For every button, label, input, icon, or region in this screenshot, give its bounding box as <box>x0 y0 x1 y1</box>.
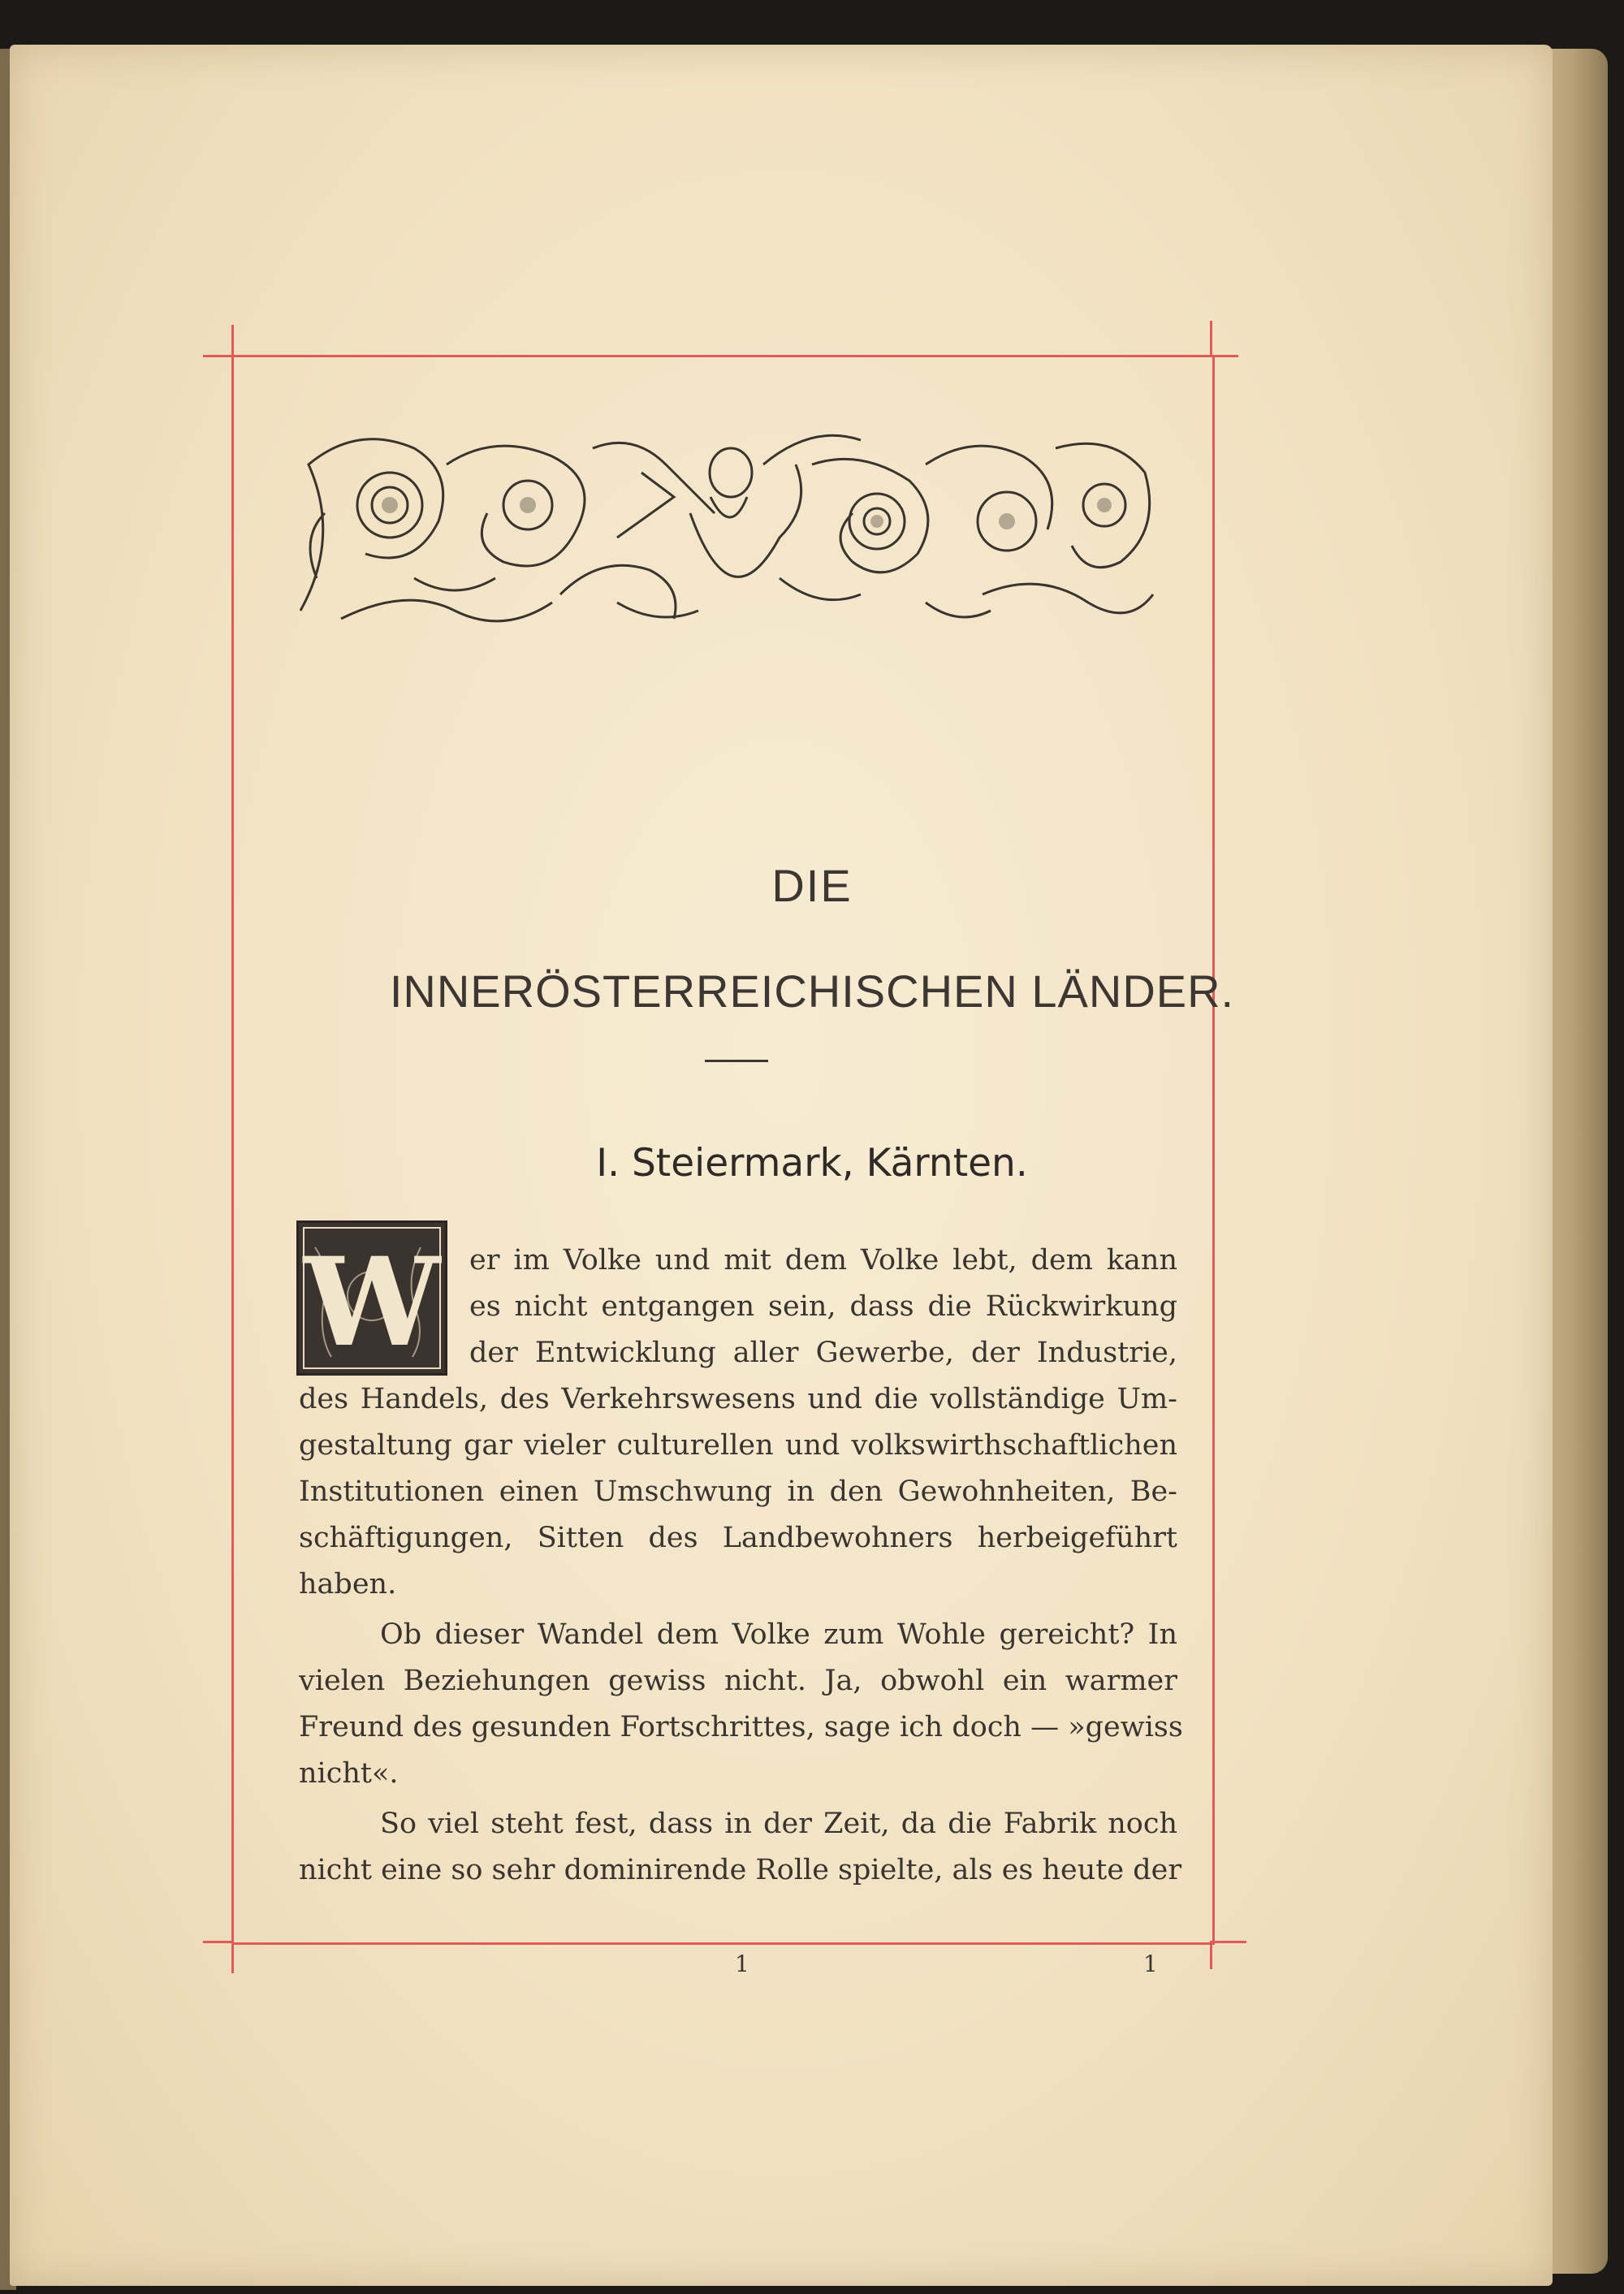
text-line: es nicht entgangen sein, dass die Rückwirkung <box>469 1290 1177 1323</box>
text-line: Ob dieser Wandel dem Volke zum Wohle gereicht? In <box>380 1618 1177 1651</box>
text-line: So viel steht fest, dass in der Zeit, da die Fabrik noch <box>380 1808 1177 1840</box>
frame-tick <box>231 1941 234 1973</box>
text-line: Institutionen einen Umschwung in den Gewohnheiten, Be- <box>299 1475 1177 1508</box>
frame-tick <box>1210 355 1238 357</box>
text-line: haben. <box>299 1568 397 1601</box>
frame-tick <box>1210 321 1212 355</box>
page-number-right: 1 <box>1143 1951 1158 1977</box>
page-number-center: 1 <box>735 1951 749 1977</box>
text-line: vielen Beziehungen gewiss nicht. Ja, obwohl ein warmer <box>299 1665 1177 1697</box>
text-line: Freund des gesunden Fortschrittes, sage ich doch — »gewiss <box>299 1711 1183 1743</box>
text-line: der Entwicklung aller Gewerbe, der Industrie, <box>469 1337 1177 1369</box>
drop-cap-ornament <box>299 1223 445 1373</box>
frame-tick <box>231 325 234 355</box>
frame-tick <box>203 1941 231 1943</box>
ornamental-headpiece <box>292 416 1165 635</box>
text-line: schäftigungen, Sitten des Landbewohners herbeigeführt <box>299 1522 1177 1554</box>
text-line: nicht«. <box>299 1757 399 1790</box>
section-title: I. Steiermark, Kärnten. <box>596 1141 1028 1186</box>
heading-rule <box>705 1060 768 1062</box>
heading-line-1: DIE <box>771 860 853 911</box>
drop-cap-letter: W <box>303 1231 441 1373</box>
frame-tick <box>203 355 231 357</box>
frame-tick <box>1210 1941 1246 1943</box>
drop-cap-box <box>296 1220 447 1376</box>
text-line: er im Volke und mit dem Volke lebt, dem kann <box>469 1244 1177 1277</box>
text-line: gestaltung gar vieler culturellen und volkswirthschaftlichen <box>299 1429 1177 1462</box>
text-line: nicht eine so sehr dominirende Rolle spielte, als es heute der <box>299 1854 1182 1886</box>
heading-line-2: INNERÖSTERREICHISCHEN LÄNDER. <box>389 966 1235 1017</box>
text-line: des Handels, des Verkehrswesens und die vollständige Um- <box>299 1383 1177 1415</box>
frame-tick <box>1210 1941 1212 1969</box>
